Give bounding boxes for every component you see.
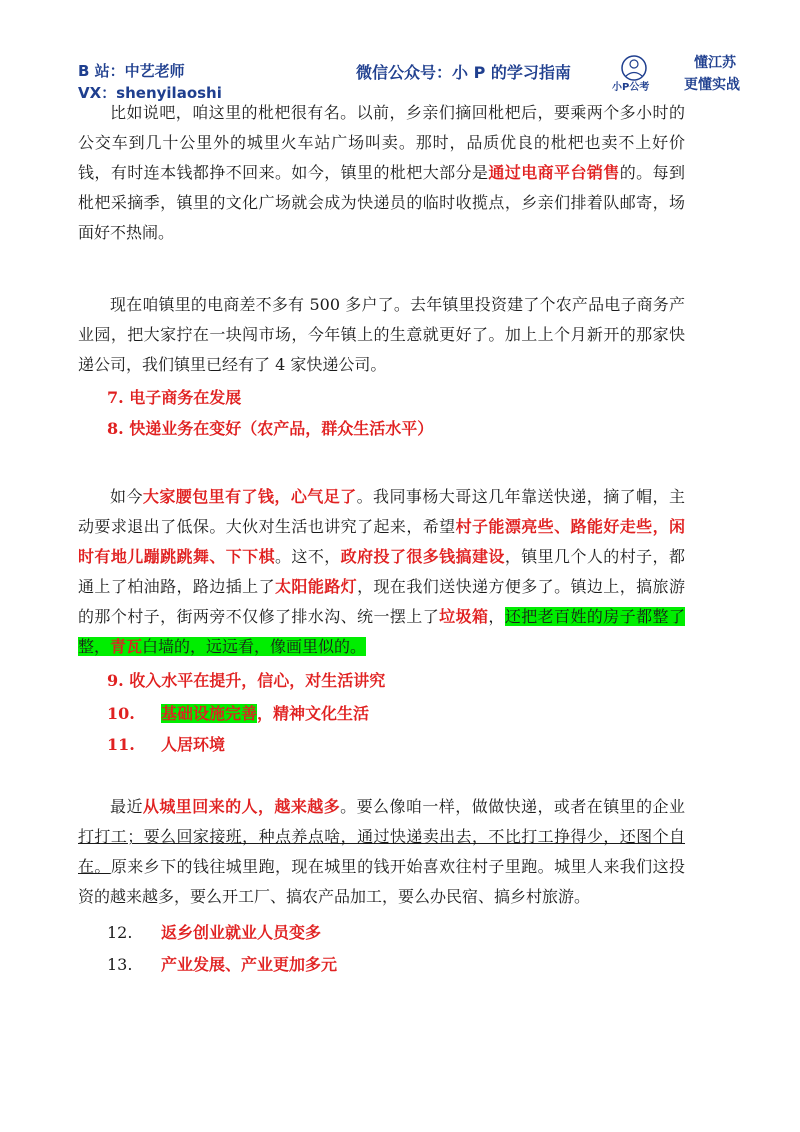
point-7-text: 电子商务在发展 bbox=[129, 388, 242, 407]
logo-text: 小P公考 bbox=[612, 82, 650, 93]
p3-s8: 太阳能路灯 bbox=[275, 577, 358, 596]
point-9-num: 9. bbox=[107, 671, 124, 690]
header-bilibili: B 站：中艺老师 bbox=[78, 62, 185, 80]
header-official-account: 微信公众号：小 P 的学习指南 bbox=[356, 63, 571, 82]
paragraph-4 bbox=[78, 792, 685, 912]
p3-s10: 垃圾箱 bbox=[439, 607, 489, 626]
p3-s4: 村子能漂亮些、路能好走些，闲时有地儿蹦跳跳舞、下下棋 bbox=[78, 517, 685, 566]
point-10-num: 10. bbox=[107, 704, 135, 723]
paragraph-2: 现在咱镇里的电商差不多有 500 多户了。去年镇里投资建了个农产品电子商务产业园，把大家拧在一块闯市场，今年镇上的生意就更好了。加上上个月新开的那家快递公司，我们镇里已经有了 4 家快递公司。 bbox=[78, 295, 685, 374]
paragraph-1 bbox=[78, 98, 685, 248]
point-12-num: 12. bbox=[107, 923, 133, 942]
point-8 bbox=[107, 414, 433, 444]
p3-s1: 如今 bbox=[110, 487, 143, 506]
point-10-text: ，精神文化生活 bbox=[257, 704, 370, 723]
p1-text-a: 比如说吧，咱这里的枇杷很有名。以前，乡亲们摘回枇杷后，要乘两个多小时的公交车到几十公里外的城里火车站广场叫卖。那时，品质优良的枇杷也卖不上好价钱，有时连本钱都挣不回来。如今，镇里的枇杷大部分是 bbox=[78, 103, 685, 182]
point-11-num: 11. bbox=[107, 735, 135, 754]
p3-s7: ，镇里几个人的村子，都通上了柏油路，路边插上了 bbox=[78, 547, 685, 596]
p3-s12: 还把老百姓的房子都整了整， bbox=[78, 607, 685, 656]
p4-s2: 从城里回来的人，越来越多 bbox=[142, 797, 341, 816]
point-9 bbox=[107, 666, 385, 696]
point-7 bbox=[107, 383, 241, 413]
p4-s1: 最近 bbox=[110, 797, 143, 816]
p3-s14: 白墙的，远远看，像画里似的。 bbox=[142, 637, 367, 656]
slogan-line1: 懂江苏 bbox=[694, 55, 736, 71]
p1-highlight: 通过电商平台销售 bbox=[488, 163, 620, 182]
point-12-text: 返乡创业就业人员变多 bbox=[161, 923, 322, 942]
paragraph-3 bbox=[78, 482, 685, 662]
slogan-line2: 更懂实战 bbox=[684, 77, 740, 93]
header-wechat-id: VX：shenyilaoshi bbox=[78, 84, 222, 102]
point-8-num: 8. bbox=[107, 419, 124, 438]
point-10-highlight: 基础设施完善 bbox=[161, 704, 258, 723]
point-9-text: 收入水平在提升，信心，对生活讲究 bbox=[129, 671, 386, 690]
p3-s2: 大家腰包里有了钱，心气足了 bbox=[142, 487, 357, 506]
p1-text-c: 的。每到枇杷采摘季，镇里的文化广场就会成为快递员的临时收揽点，乡亲们排着队邮寄，场面好不热闹。 bbox=[78, 163, 685, 242]
p3-s9: ，现在我们送快递方便多了。镇边上，搞旅游的那个村子，街两旁不仅修了排水沟、统一摆上了 bbox=[78, 577, 685, 626]
p4-s3: 。要么像咱一样，做做快递，或者在镇里的企业 bbox=[340, 797, 685, 816]
point-7-num: 7. bbox=[107, 388, 124, 407]
p4-s5: 原来乡下的钱往城里跑，现在城里的钱开始喜欢往村子里跑。城里人来我们这投资的越来越多，要么开工厂、搞农产品加工，要么办民宿、搞乡村旅游。 bbox=[78, 857, 685, 906]
p3-s13: 青瓦 bbox=[110, 637, 143, 656]
p4-s4: 打打工；要么回家接班，种点养点啥，通过快递卖出去，不比打工挣得少，还图个自在。 bbox=[78, 827, 685, 876]
point-11-text: 人居环境 bbox=[161, 735, 226, 754]
point-13-text: 产业发展、产业更加多元 bbox=[161, 955, 338, 974]
p3-s6: 政府投了很多钱搞建设 bbox=[340, 547, 505, 566]
point-13-num: 13. bbox=[107, 955, 133, 974]
p3-s5: 。这不， bbox=[274, 547, 341, 566]
p3-s3: 。我同事杨大哥这几年靠送快递，摘了帽，主动要求退出了低保。大伙对生活也讲究了起来，希望 bbox=[78, 487, 685, 536]
p3-s11: ， bbox=[488, 607, 505, 626]
point-8-text: 快递业务在变好（农产品，群众生活水平） bbox=[129, 419, 434, 438]
